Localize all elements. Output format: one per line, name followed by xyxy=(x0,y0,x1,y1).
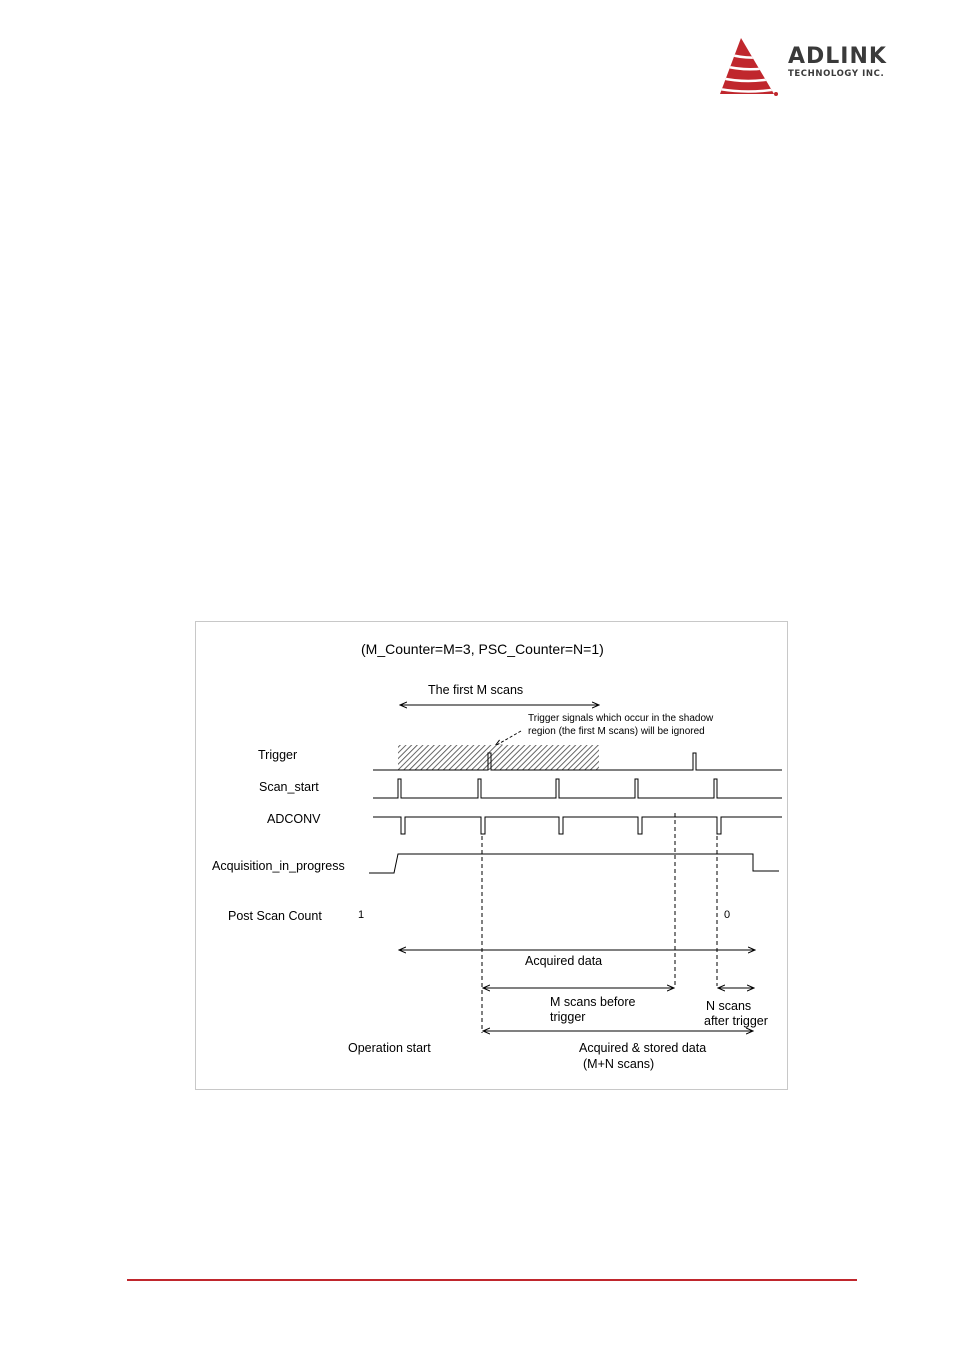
m-scans-label-line1: M scans before xyxy=(550,995,636,1009)
logo-subtitle: TECHNOLOGY INC. xyxy=(788,69,885,79)
ignored-trigger-note-line1: Trigger signals which occur in the shadow xyxy=(528,713,714,724)
acquisition-signal-label: Acquisition_in_progress xyxy=(212,859,345,873)
stored-data-label-line2: (M+N scans) xyxy=(583,1057,655,1071)
adconv-signal-label: ADCONV xyxy=(267,812,321,826)
annotation-pointer xyxy=(495,731,521,746)
scan-start-signal-label: Scan_start xyxy=(259,780,319,794)
post-scan-value-end: 0 xyxy=(724,909,731,921)
stored-data-label-line1: Acquired & stored data xyxy=(579,1041,707,1055)
footer-rule xyxy=(127,1279,857,1281)
ignored-trigger-note-line2: region (the first M scans) will be ignored xyxy=(528,726,705,737)
adconv-waveform xyxy=(373,817,782,834)
timing-diagram-canvas xyxy=(196,622,789,1091)
trigger-signal-label: Trigger xyxy=(258,748,298,762)
logo-wordmark: ADLINK xyxy=(788,44,887,69)
n-scans-label-line2: after trigger xyxy=(704,1014,768,1028)
diagram-title: (M_Counter=M=3, PSC_Counter=N=1) xyxy=(361,641,604,657)
n-scans-label-line1: N scans xyxy=(706,999,752,1013)
m-scans-label-line2: trigger xyxy=(550,1010,586,1024)
first-m-scans-label: The first M scans xyxy=(428,683,524,697)
post-scan-value-start: 1 xyxy=(358,909,365,921)
scan-start-waveform xyxy=(373,779,782,798)
acquisition-waveform xyxy=(369,854,779,873)
adlink-triangle-icon xyxy=(718,36,780,98)
acquired-data-label: Acquired data xyxy=(525,954,603,968)
adlink-logo xyxy=(718,36,918,98)
post-scan-count-label: Post Scan Count xyxy=(228,909,322,923)
timing-diagram xyxy=(195,621,788,1090)
shadow-region xyxy=(398,745,599,770)
operation-start-label: Operation start xyxy=(348,1041,431,1055)
